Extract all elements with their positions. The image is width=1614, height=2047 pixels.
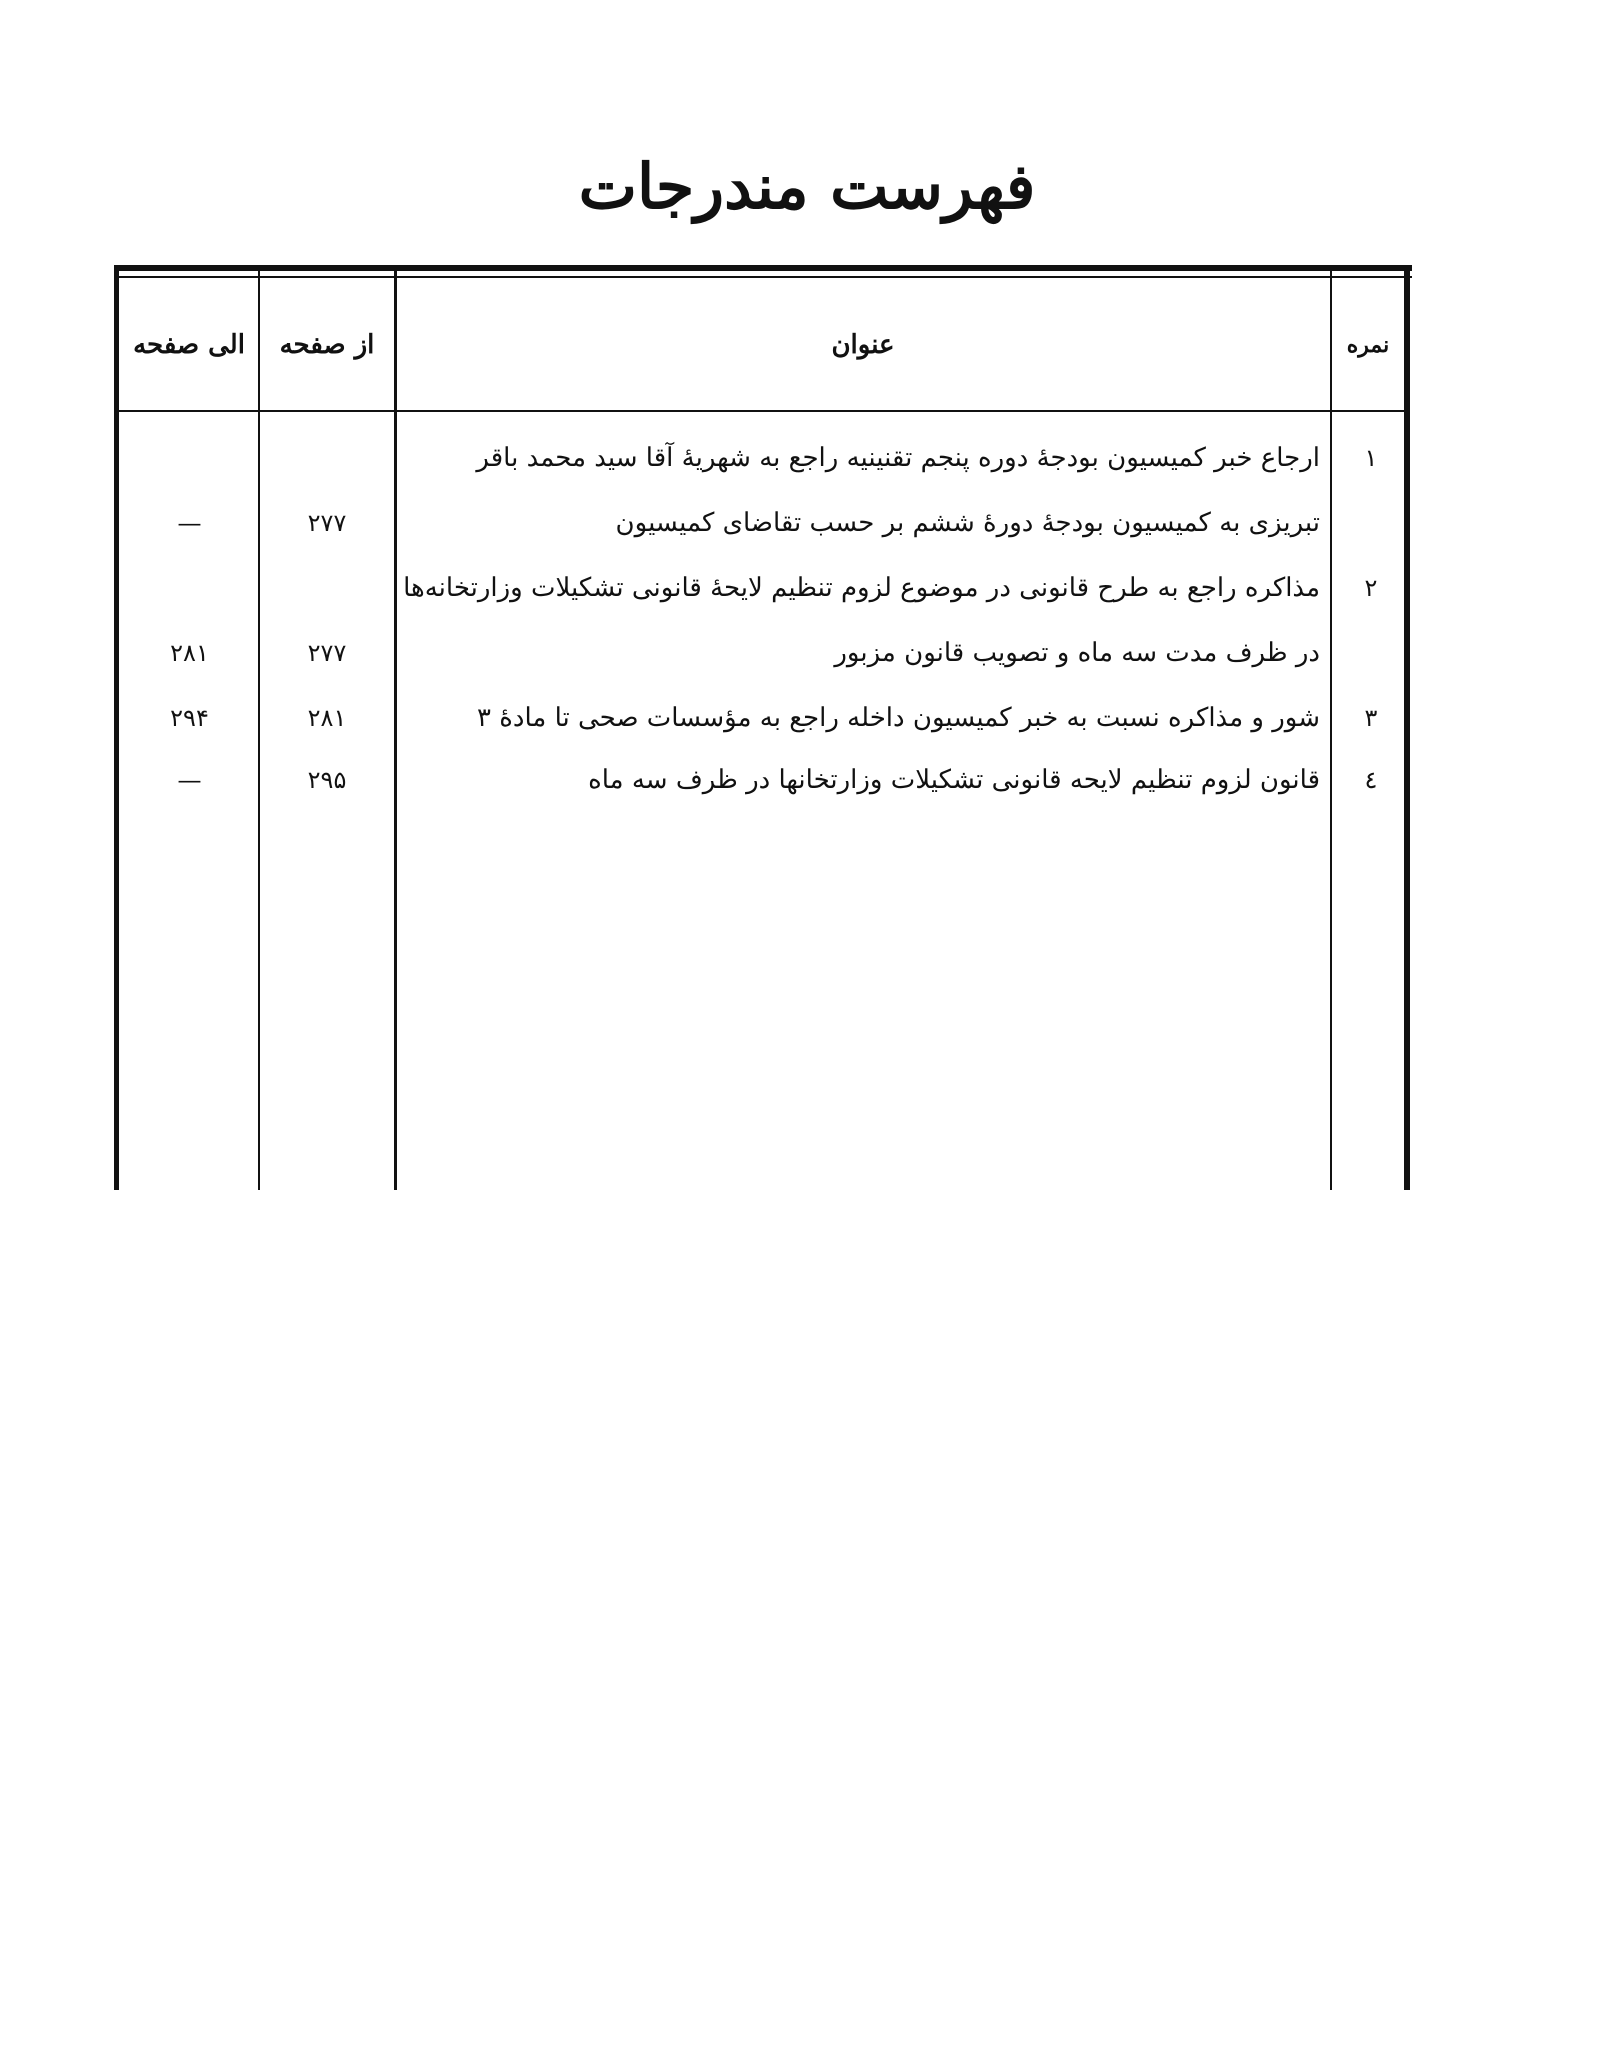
row-from-page: ۲۹۵ [307, 766, 347, 794]
header-rule [118, 410, 1408, 412]
table-right-border [1404, 265, 1410, 1190]
row-from-page: ۲۷۷ [307, 509, 347, 537]
table-left-border [114, 265, 119, 1190]
row-title-line: ارجاع خبر کمیسیون بودجهٔ دوره پنجم تقنینیه راجع به شهریهٔ آقا سید محمد باقر [476, 443, 1320, 473]
header-subject: عنوان [831, 330, 895, 360]
header-to-page: الی صفحه [133, 330, 245, 360]
row-from-page: ۲۸۱ [307, 704, 347, 732]
row-title-line: در ظرف مدت سه ماه و تصویب قانون مزبور [834, 638, 1320, 668]
column-divider-from-subject [394, 265, 397, 1190]
row-title-line: مذاکره راجع به طرح قانونی در موضوع لزوم تنظیم لایحهٔ قانونی تشکیلات وزارتخانه‌ها [403, 573, 1320, 603]
page-title: فهرست مندرجات [578, 150, 1036, 223]
header-from-page: از صفحه [279, 330, 375, 360]
row-title-line: تبریزی به کمیسیون بودجهٔ دورهٔ ششم بر حسب تقاضای کمیسیون [615, 508, 1320, 538]
column-divider-to-from [258, 265, 260, 1190]
row-to-page: — [177, 509, 202, 537]
row-number: ۱ [1364, 444, 1378, 472]
header-number: نمره [1346, 332, 1390, 358]
row-title-line: قانون لزوم تنظیم لایحه قانونی تشکیلات وزارتخانها در ظرف سه ماه [588, 765, 1320, 795]
row-to-page: ۲۸۱ [170, 639, 209, 667]
table-top-rule [114, 265, 1412, 271]
table-top-inner-rule [114, 276, 1412, 278]
row-number: ۲ [1364, 574, 1378, 602]
column-divider-subject-number [1330, 265, 1332, 1190]
row-to-page: — [177, 766, 202, 794]
row-title-line: شور و مذاکره نسبت به خبر کمیسیون داخله راجع به مؤسسات صحی تا مادهٔ ۳ [477, 703, 1320, 733]
row-from-page: ۲۷۷ [307, 639, 347, 667]
row-number: ۳ [1364, 704, 1378, 732]
row-to-page: ۲۹۴ [170, 704, 209, 732]
row-number: ٤ [1364, 766, 1378, 794]
